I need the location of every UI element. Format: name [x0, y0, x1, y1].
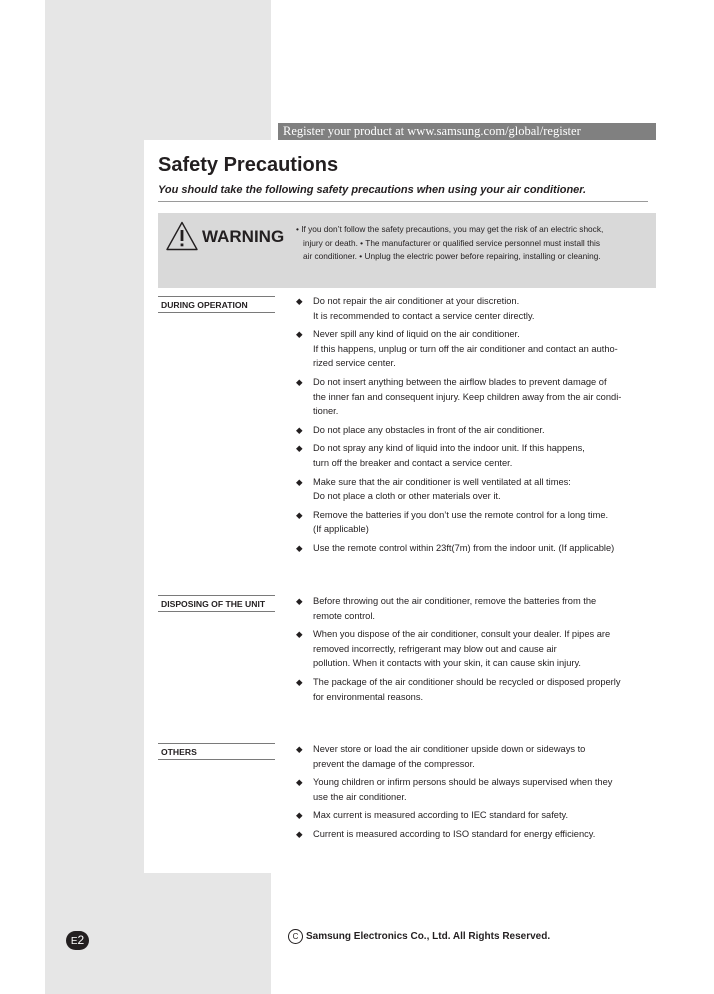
bullet-item: [296, 594, 656, 623]
bullet-item: [296, 441, 656, 470]
diamond-bullet-icon: ◆: [296, 596, 303, 606]
during-operation-list: [296, 294, 656, 560]
bullet-text-line: Do not place any obstacles in front of the air conditioner.: [313, 424, 545, 435]
diamond-bullet-icon: ◆: [296, 296, 303, 306]
bullet-item: [296, 541, 656, 556]
section-label-others: OTHERS: [158, 743, 275, 760]
diamond-bullet-icon: ◆: [296, 476, 303, 487]
bullet-text-line: tioner.: [313, 406, 339, 417]
bullet-item: [296, 475, 656, 504]
bullet-text-line: Never spill any kind of liquid on the air conditioner.: [313, 329, 520, 340]
title-divider: [158, 201, 648, 202]
diamond-bullet-icon: ◆: [296, 629, 303, 640]
warning-line: • If you don’t follow the safety precautions, you may get the risk of an electric shock,: [296, 224, 604, 234]
bullet-item: [296, 294, 656, 323]
warning-text: [296, 223, 648, 264]
bullet-text-line: remote control.: [313, 610, 376, 621]
section-label-during-operation: DURING OPERATION: [158, 296, 275, 313]
bullet-text-line: turn off the breaker and contact a service center.: [313, 457, 513, 468]
copyright-footer: [288, 928, 550, 944]
disposing-list: [296, 594, 656, 708]
bullet-text-line: The package of the air conditioner should be recycled or disposed properly: [313, 676, 621, 687]
bullet-text-line: Current is measured according to ISO standard for energy efficiency.: [313, 828, 596, 839]
bullet-item: [296, 827, 656, 842]
bullet-text-line: If this happens, unplug or turn off the air conditioner and contact an autho-: [313, 343, 618, 354]
bullet-text-line: the inner fan and consequent injury. Keep children away from the air condi-: [313, 391, 622, 402]
bullet-text-line: It is recommended to contact a service center directly.: [313, 310, 535, 321]
bullet-text-line: rized service center.: [313, 358, 396, 369]
register-banner: Register your product at www.samsung.com/global/register: [278, 123, 656, 140]
bullet-text-line: Do not insert anything between the airflow blades to prevent damage of: [313, 376, 607, 387]
page-number-prefix: E: [70, 936, 78, 947]
diamond-bullet-icon: ◆: [296, 443, 303, 454]
bullet-item: [296, 423, 656, 438]
diamond-bullet-icon: ◆: [296, 777, 303, 788]
others-list: [296, 742, 656, 846]
bullet-text-line: Never store or load the air conditioner upside down or sideways to: [313, 744, 586, 754]
diamond-bullet-icon: ◆: [296, 828, 303, 839]
bullet-item: [296, 508, 656, 537]
bullet-text-line: for environmental reasons.: [313, 691, 424, 702]
page-number-badge: [66, 931, 89, 950]
bullet-text-line: Do not place a cloth or other materials over it.: [313, 491, 501, 502]
bullet-text-line: Use the remote control within 23ft(7m) from the indoor unit. (If applicable): [313, 542, 615, 553]
bullet-item: [296, 808, 656, 823]
bullet-text-line: prevent the damage of the compressor.: [313, 758, 475, 769]
diamond-bullet-icon: ◆: [296, 509, 303, 520]
warning-line: injury or death. • The manufacturer or qualified service personnel must install this: [303, 237, 600, 248]
warning-line: air conditioner. • Unplug the electric power before repairing, installing or cleaning.: [303, 251, 601, 261]
bullet-text-line: pollution. When it contacts with your skin, it can cause skin injury.: [313, 658, 582, 669]
bottom-gray-panel: [144, 873, 271, 994]
page-title: Safety Precautions: [158, 154, 339, 176]
bullet-item: [296, 742, 656, 771]
bullet-text-line: Young children or infirm persons should be always supervised when they: [313, 777, 613, 788]
diamond-bullet-icon: ◆: [296, 376, 303, 387]
bullet-text-line: Remove the batteries if you don’t use the remote control for a long time.: [313, 509, 609, 520]
diamond-bullet-icon: ◆: [296, 542, 303, 553]
bullet-text-line: (If applicable): [313, 524, 369, 535]
diamond-bullet-icon: ◆: [296, 744, 303, 754]
warning-triangle-icon: [166, 221, 198, 251]
bullet-text-line: Before throwing out the air conditioner, remove the batteries from the: [313, 596, 597, 606]
bullet-text-line: Do not repair the air conditioner at your discretion.: [313, 296, 520, 306]
bullet-item: [296, 327, 656, 371]
bullet-item: [296, 775, 656, 804]
bullet-text-line: When you dispose of the air conditioner, consult your dealer. If pipes are: [313, 629, 611, 640]
left-gray-panel: [45, 0, 144, 994]
bullet-item: [296, 627, 656, 671]
page-number: 2: [77, 933, 85, 947]
copyright-icon: C: [288, 929, 303, 944]
top-gray-panel: [144, 0, 271, 140]
bullet-text-line: Do not spray any kind of liquid into the indoor unit. If this happens,: [313, 443, 585, 454]
section-label-disposing-unit: DISPOSING OF THE UNIT: [158, 595, 275, 612]
diamond-bullet-icon: ◆: [296, 676, 303, 687]
bullet-text-line: Make sure that the air conditioner is well ventilated at all times:: [313, 476, 571, 487]
bullet-text-line: removed incorrectly, refrigerant may blow out and cause air: [313, 643, 557, 654]
bullet-item: [296, 375, 656, 419]
warning-box: [158, 213, 656, 288]
page-subtitle: You should take the following safety precautions when using your air conditioner.: [158, 184, 587, 196]
bullet-text-line: Max current is measured according to IEC standard for safety.: [313, 810, 569, 821]
diamond-bullet-icon: ◆: [296, 810, 303, 821]
bullet-text-line: use the air conditioner.: [313, 791, 407, 802]
diamond-bullet-icon: ◆: [296, 424, 303, 435]
copyright-text: Samsung Electronics Co., Ltd. All Rights Reserved.: [306, 931, 551, 943]
bullet-item: [296, 675, 656, 704]
diamond-bullet-icon: ◆: [296, 329, 303, 340]
warning-label: WARNING: [202, 227, 285, 246]
